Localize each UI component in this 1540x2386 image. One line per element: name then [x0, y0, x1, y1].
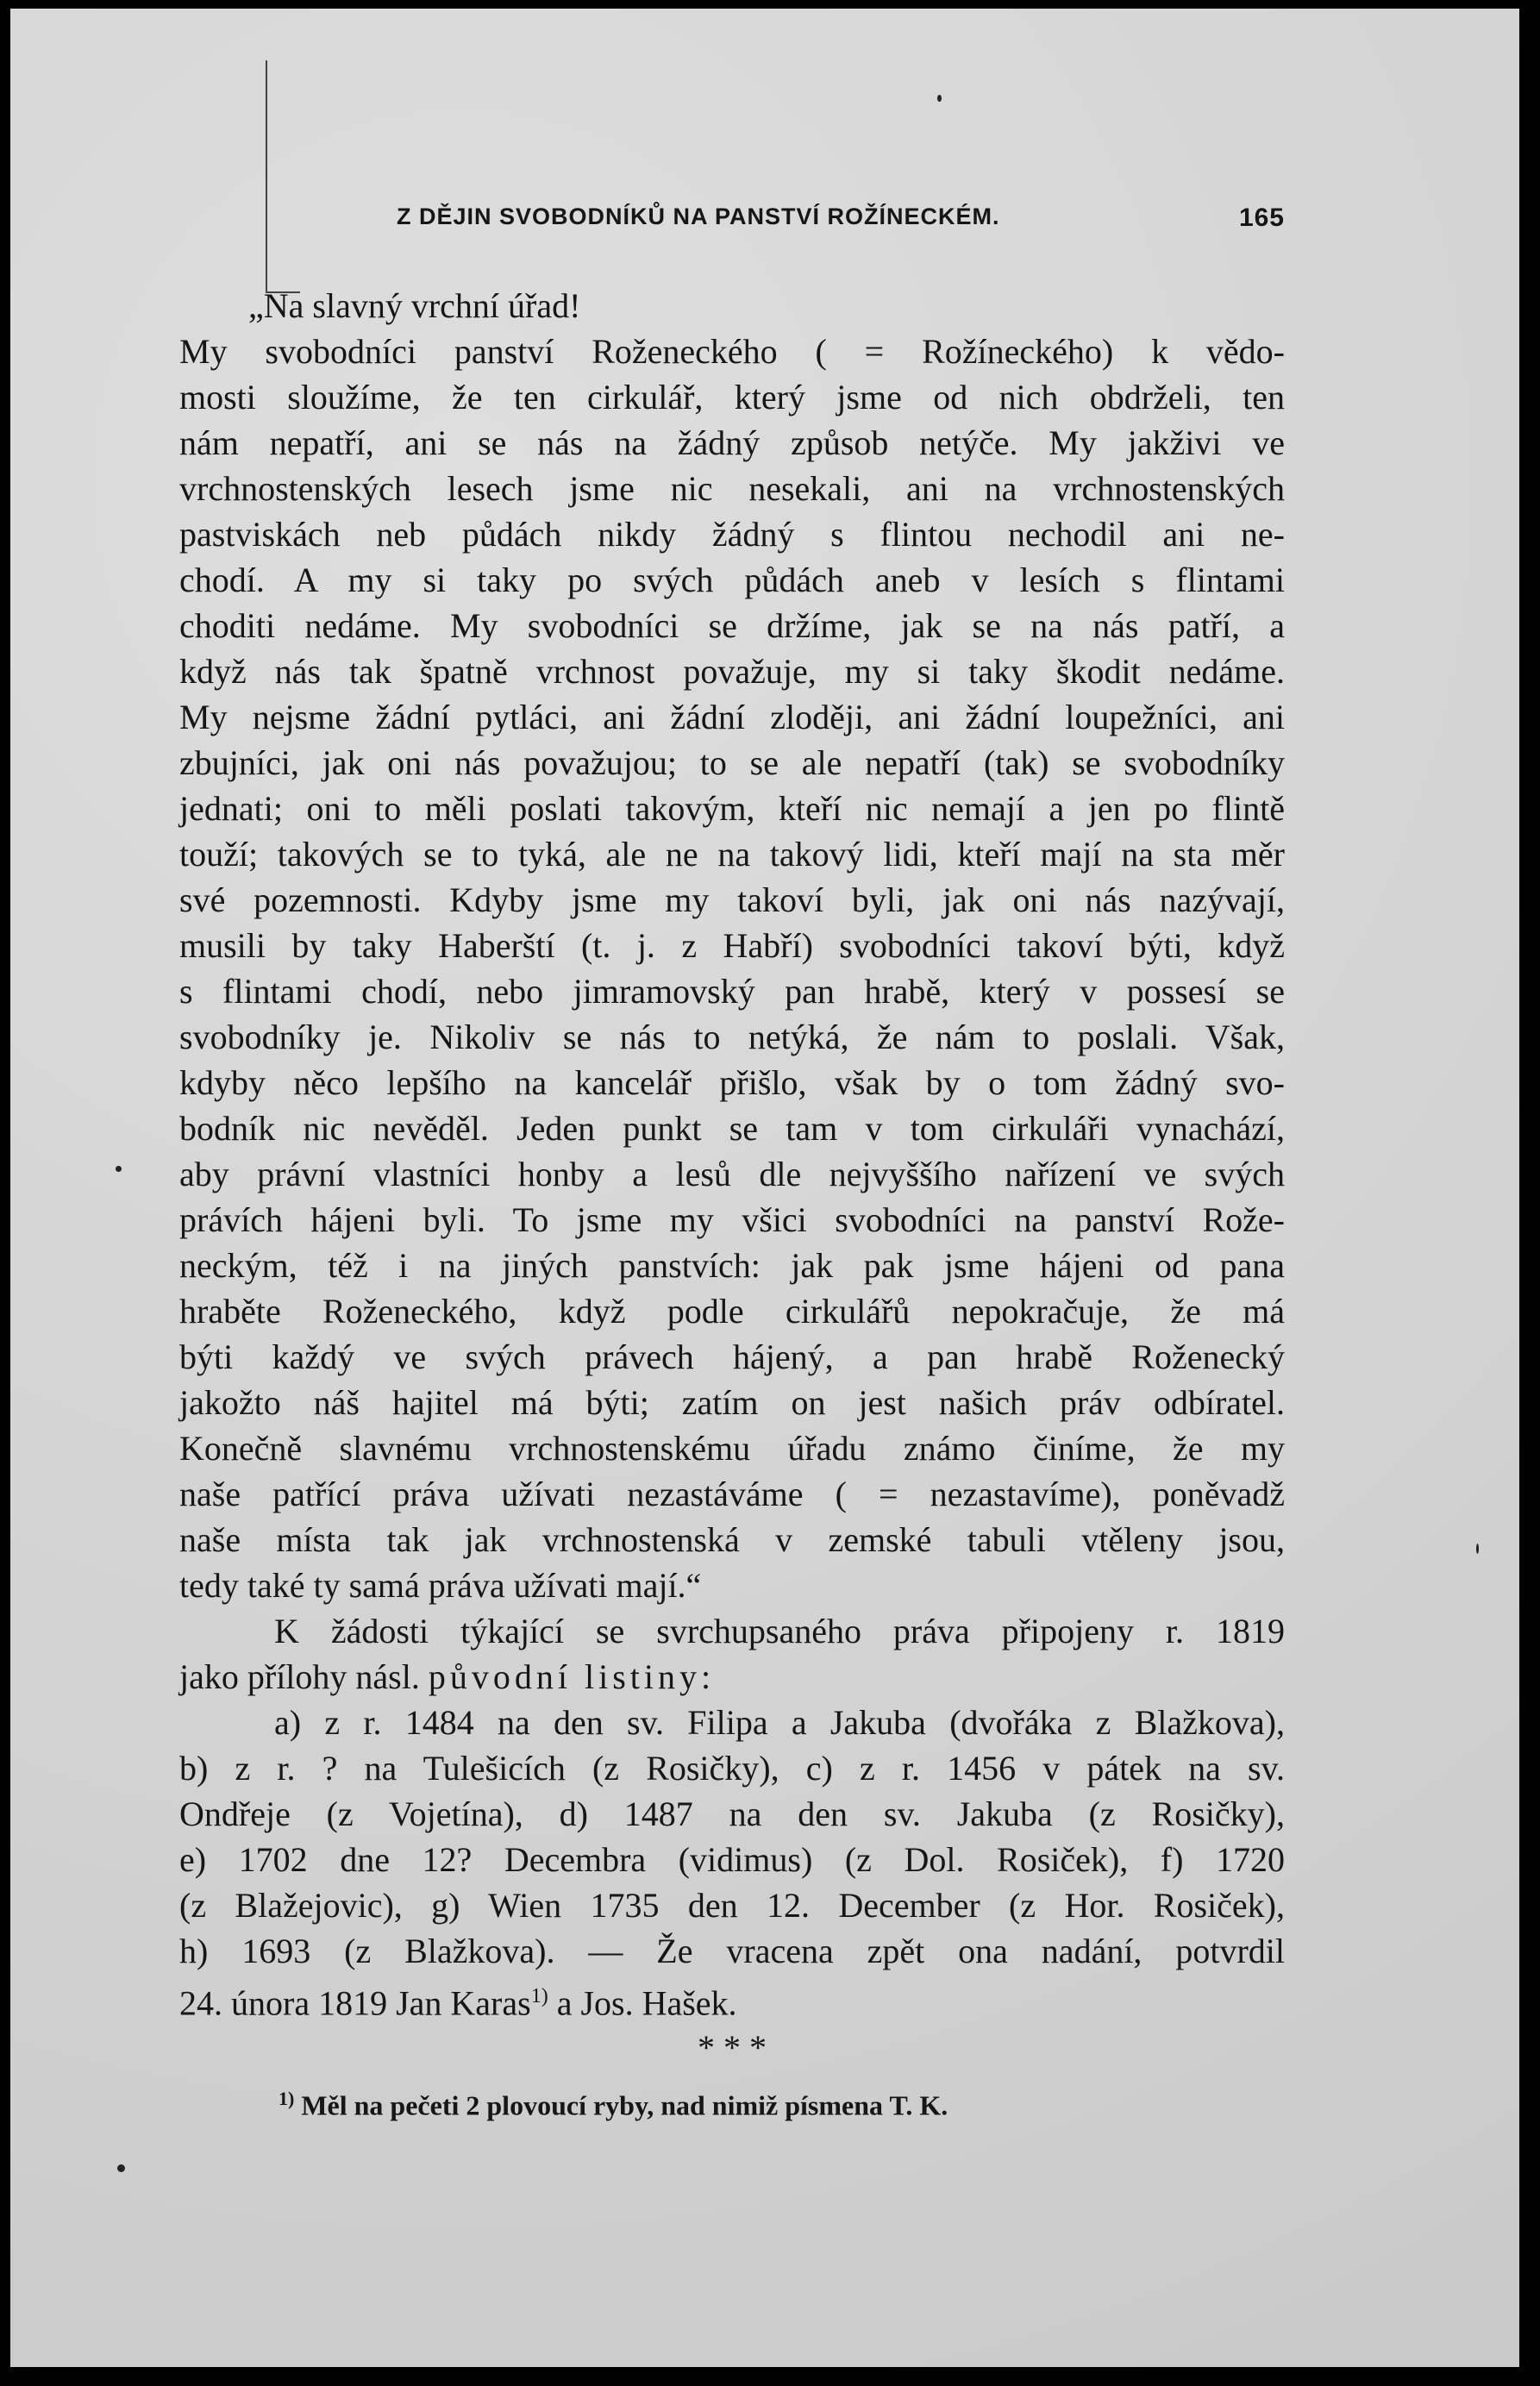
text-line: aby právní vlastníci honby a lesů dle nejvyššího nařízení ve svých: [179, 1155, 1285, 1193]
text-line: kdyby něco lepšího na kancelář přišlo, však by o tom žádný svo-: [179, 1063, 1285, 1102]
text-line: pastviskách neb půdách nikdy žádný s flintou nechodil ani ne-: [179, 515, 1285, 554]
text-line: chodí. A my si taky po svých půdách aneb v lesích s flintami: [179, 560, 1285, 599]
text-fragment: a Jos. Hašek.: [556, 1983, 737, 2023]
text-line: mosti sloužíme, že ten cirkulář, který jsme od nich obdrželi, ten: [179, 378, 1285, 416]
footnote: [179, 2088, 1285, 2122]
scan-speck: [117, 2164, 125, 2172]
document-page: [10, 9, 1519, 2367]
text-line: naše patřící práva užívati nezastáváme ( = nezastavíme), poněvadž: [179, 1475, 1285, 1513]
text-line: své pozemnosti. Kdyby jsme my takoví byli, jak oni nás nazývají,: [179, 880, 1285, 919]
page-number: 165: [1238, 204, 1285, 232]
scan-speck: [937, 95, 942, 102]
margin-mark: [266, 60, 267, 293]
text-line: nám nepatří, ani se nás na žádný způsob netýče. My jakživi ve: [179, 423, 1285, 462]
text-line: s flintami chodí, nebo jimramovský pan hrabě, který v possesí se: [179, 972, 1285, 1011]
footnote-marker: 1): [279, 2088, 295, 2109]
text-line: choditi nedáme. My svobodníci se držíme, jak se na nás patří, a: [179, 606, 1285, 645]
spaced-emphasis: původní listiny:: [428, 1657, 716, 1696]
list-line: (z Blažejovic), g) Wien 1735 den 12. December (z Hor. Rosiček),: [179, 1886, 1285, 1925]
text-line: vrchnostenských lesech jsme nic nesekali, ani na vrchnostenských: [179, 469, 1285, 508]
footnote-text: Měl na pečeti 2 plovoucí ryby, nad nimiž písmena T. K.: [301, 2089, 948, 2121]
salutation: „Na slavný vrchní úřad!: [248, 286, 581, 325]
text-line: právích hájeni byli. To jsme my všici svobodníci na panství Rože-: [179, 1200, 1285, 1239]
text-line: jakožto náš hajitel má býti; zatím on jest našich práv odbíratel.: [179, 1383, 1285, 1422]
text-line: neckým, též i na jiných panstvích: jak pak jsme hájeni od pana: [179, 1246, 1285, 1285]
text-line: hraběte Roženeckého, když podle cirkulářů nepokračuje, že má: [179, 1292, 1285, 1331]
text-line: Konečně slavnému vrchnostenskému úřadu známo činíme, že my: [179, 1429, 1285, 1468]
running-title: Z DĚJIN SVOBODNÍKŮ NA PANSTVÍ ROŽÍNECKÉM.: [397, 204, 1000, 229]
text-line: býti každý ve svých právech hájený, a pan hrabě Roženecký: [179, 1337, 1285, 1376]
list-line: e) 1702 dne 12? Decembra (vidimus) (z Dol. Rosiček), f) 1720: [179, 1840, 1285, 1879]
text-line: svobodníky je. Nikoliv se nás to netýká, že nám to poslali. Však,: [179, 1018, 1285, 1056]
text-line: tedy také ty samá práva užívati mají.“: [179, 1566, 702, 1605]
text-line: My nejsme žádní pytláci, ani žádní zloději, ani žádní loupežníci, ani: [179, 698, 1285, 736]
footnote-reference: 1): [530, 1985, 548, 2007]
text-line: naše místa tak jak vrchnostenská v zemské tabuli vtěleny jsou,: [179, 1520, 1285, 1559]
text-line: [179, 1654, 1285, 1700]
running-header: [397, 204, 1285, 230]
list-line: b) z r. ? na Tulešicích (z Rosičky), c) z r. 1456 v pátek na sv.: [179, 1749, 1285, 1788]
section-break: * * *: [698, 2028, 767, 2067]
text-line: My svobodníci panství Roženeckého ( = Rožíneckého) k vědo-: [179, 332, 1285, 371]
body-text: [179, 283, 1285, 2122]
scan-speck: [1476, 1544, 1479, 1554]
list-line: Ondřeje (z Vojetína), d) 1487 na den sv. Jakuba (z Rosičky),: [179, 1794, 1285, 1833]
list-line: [179, 1974, 1285, 2023]
text-line: bodník nic nevěděl. Jeden punkt se tam v tom cirkuláři vynachází,: [179, 1109, 1285, 1148]
scan-speck: [116, 1166, 122, 1172]
text-fragment: 24. února 1819 Jan Karas: [179, 1983, 531, 2023]
text-line: musili by taky Haberští (t. j. z Habří) svobodníci takoví býti, když: [179, 926, 1285, 965]
text-line: touží; takových se to tyká, ale ne na takový lidi, kteří mají na sta měr: [179, 835, 1285, 874]
text-line: K žádosti týkající se svrchupsaného práva připojeny r. 1819: [274, 1612, 1285, 1650]
text-line: jednati; oni to měli poslati takovým, kteří nic nemají a jen po flintě: [179, 789, 1285, 828]
text-line: když nás tak špatně vrchnost považuje, my si taky škodit nedáme.: [179, 652, 1285, 691]
list-line: a) z r. 1484 na den sv. Filipa a Jakuba (dvořáka z Blažkova),: [274, 1703, 1285, 1742]
text-fragment: jako přílohy násl.: [179, 1657, 420, 1696]
text-line: zbujníci, jak oni nás považujou; to se ale nepatří (tak) se svobodníky: [179, 743, 1285, 782]
list-line: h) 1693 (z Blažkova). — Že vracena zpět ona nadání, potvrdil: [179, 1932, 1285, 1970]
